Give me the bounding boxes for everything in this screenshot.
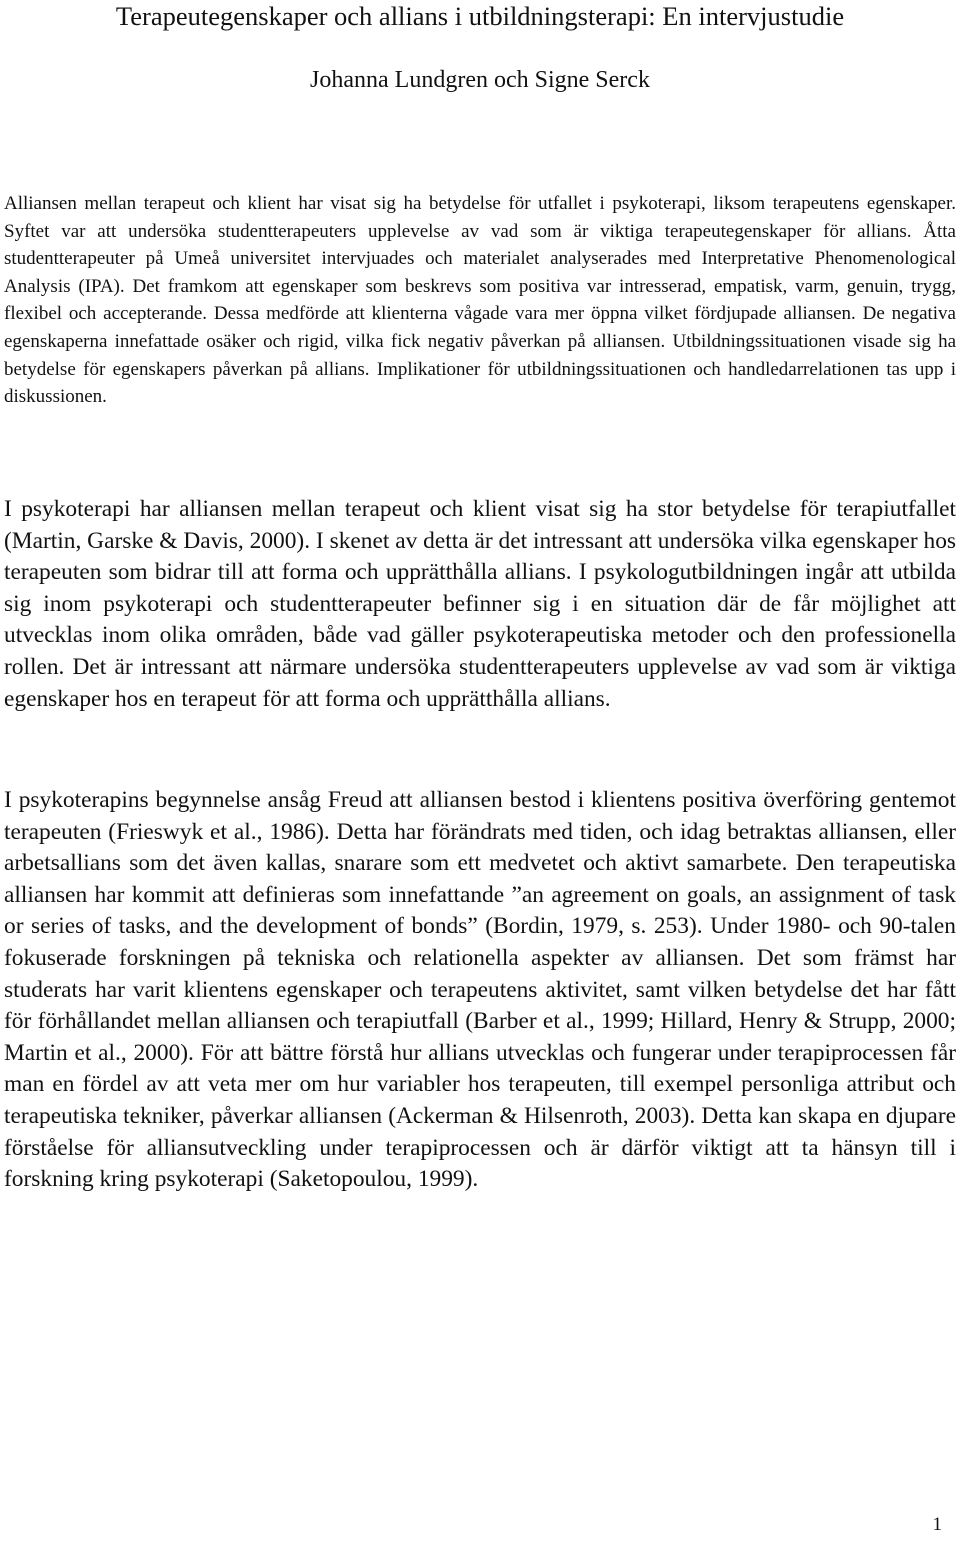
page-number: 1: [932, 1514, 942, 1535]
abstract-paragraph: Alliansen mellan terapeut och klient har visat sig ha betydelse för utfallet i psykoterapi, liksom terapeutens egenskaper. Syftet var att undersöka studentterapeuters upplevelse av vad som är viktiga terapeutegenskaper för allians. Åtta studentterapeuter på Umeå universitet intervjuades och materialet analyserades med Interpretative Phenomenological Analysis (IPA). Det framkom att egenskaper som beskrevs som positiva var intresserad, empatisk, varm, genuin, trygg, flexibel och accepterande. Dessa medförde att klienterna vågade vara mer öppna vilket fördjupade alliansen. De negativa egenskaperna innefattade osäker och rigid, vilka fick negativ påverkan på alliansen. Utbildningssituationen visade sig ha betydelse för egenskapers påverkan på allians. Implikationer för utbildningssituationen och handledarrelationen tas upp i diskussionen.: [4, 193, 956, 408]
body-paragraph-1: I psykoterapi har alliansen mellan terapeut och klient visat sig ha stor betydelse för terapiutfallet (Martin, Garske & Davis, 2000). I skenet av detta är det intressant att undersöka vilka egenskaper hos terapeuten som bidrar till att forma och upprätthålla allians. I psykologutbildningen ingår att utbilda sig inom psykoterapi och studentterapeuter befinner sig i en situation där de får möjlighet att utvecklas inom olika områden, både vad gäller psykoterapeutiska metoder och den professionella rollen. Det är intressant att närmare undersöka studentterapeuters upplevelse av vad som är viktiga egenskaper hos en terapeut för att forma och upprätthålla allians.: [4, 496, 956, 712]
paper-title: Terapeutegenskaper och allians i utbildningsterapi: En intervjustudie: [115, 1, 845, 31]
body-paragraph-2: I psykoterapins begynnelse ansåg Freud att alliansen bestod i klientens positiva överföring gentemot terapeuten (Frieswyk et al., 1986). Detta har förändrats med tiden, och idag betraktas alliansen, eller arbetsallians som det även kallas, snarare som ett medvetet och aktivt samarbete. Den terapeutiska alliansen har kommit att definieras som innefattande ”an agreement on goals, an assignment of task or series of tasks, and the development of bonds” (Bordin, 1979, s. 253). Under 1980- och 90-talen fokuserade forskningen på tekniska och relationella aspekter av alliansen. Det som främst har studerats har varit klientens egenskaper och terapeutens aktivitet, samt vilken betydelse det har fått för förhållandet mellan alliansen och terapiutfall (Barber et al., 1999; Hillard, Henry & Strupp, 2000; Martin et al., 2000). För att bättre förstå hur allians utvecklas och fungerar under terapiprocessen får man en fördel av att veta mer om hur variabler hos terapeuten, till exempel personliga attribut och terapeutiska tekniker, påverkar alliansen (Ackerman & Hilsenroth, 2003). Detta kan skapa en djupare förståelse för alliansutveckling under terapiprocessen och är därför viktigt att ta hänsyn till i forskning kring psykoterapi (Saketopoulou, 1999).: [4, 787, 956, 1193]
paper-authors: Johanna Lundgren och Signe Serck: [310, 67, 650, 93]
